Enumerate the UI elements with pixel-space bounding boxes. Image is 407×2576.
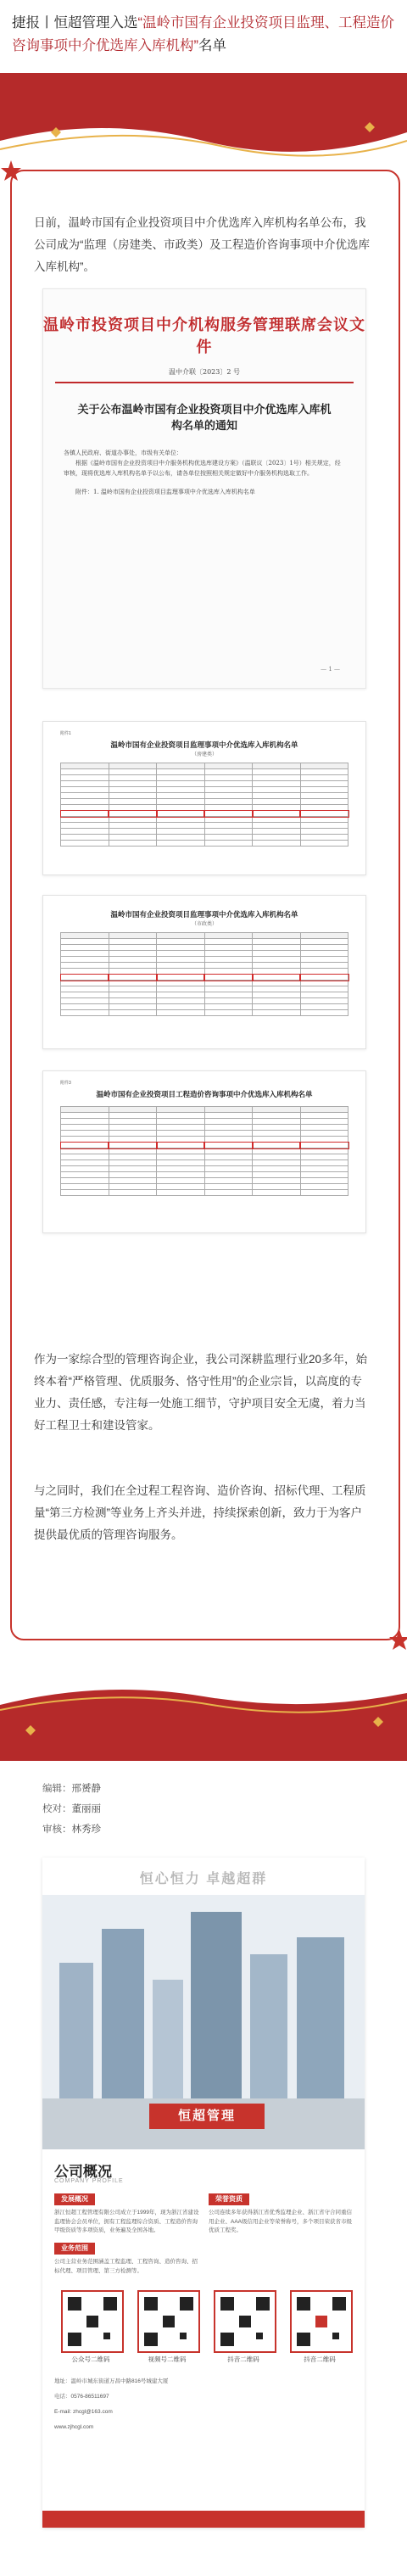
qr-code-icon (139, 2292, 198, 2351)
company-email: E-mail: zhcgl@163.com (54, 2409, 113, 2415)
title-suffix: 名单 (198, 38, 226, 53)
company-website[interactable]: www.zjhcgl.com (54, 2424, 94, 2430)
official-document (42, 288, 366, 689)
company-card (42, 1858, 365, 2528)
document-header: 温岭市投资项目中介机构服务管理联席会议文件 (43, 316, 365, 356)
document-title: 关于公布温岭市国有企业投资项目中介优选库入库机构名单的通知 (77, 404, 332, 433)
business-text: 公司主营业务范围涵盖工程监理、工程咨询、造价咨询、招标代理、项目管理、第三方检测等。 (54, 2259, 198, 2274)
profile-label: 发展概况 (54, 2193, 95, 2205)
sheet-caption: 温岭市国有企业投资项目工程造价咨询事项中介优选库入库机构名单 (96, 1091, 313, 1099)
sheet-caption: 温岭市国有企业投资项目监理事项中介优选库入库机构名单 (110, 741, 298, 750)
staff-label: 审核： (42, 1824, 72, 1835)
qr-caption: 抖音二维码 (304, 2355, 336, 2363)
staff-label: 校对： (42, 1804, 72, 1814)
staff-name: 董丽丽 (71, 1804, 101, 1814)
innovation-paragraph: 与之同时，我们在全过程工程咨询、造价咨询、招标代理、工程质量“第三方检测”等业务上齐头并进，持续探索创新，致力于为客户提供最优质的管理咨询服务。 (34, 1484, 366, 1541)
sheet-subcaption: （房建类） (191, 752, 217, 757)
section-subtitle: COMPANY PROFILE (54, 2178, 124, 2184)
qr-code-video-account[interactable] (137, 2290, 200, 2353)
business-paragraph: 作为一家综合型的管理咨询企业，我公司深耕监理行业20多年，始终本着“严格管理、优质服务、恪守性用”的企业宗旨，以高度的专业力、责任感，专注每一处施工细节，守护项目安全无虞，着力当好工程卫士和建设管家。 (34, 1353, 368, 1432)
qr-caption: 视频号二维码 (148, 2355, 187, 2363)
list-sheet-1 (42, 721, 366, 875)
staff-name: 林秀珍 (71, 1824, 101, 1835)
star-icon (0, 159, 22, 182)
banner-wave-graphic (0, 1662, 407, 1761)
list-sheet-3 (42, 1070, 366, 1233)
qr-code-official-account[interactable] (61, 2290, 124, 2353)
sheet-attachment-tag: 附件3 (60, 1081, 71, 1086)
document-page-number: — 1 — (321, 666, 340, 673)
qr-caption: 抖音二维码 (227, 2355, 259, 2363)
document-number: 温中介联〔2023〕2 号 (169, 368, 240, 376)
article-title (12, 12, 395, 58)
list-table (60, 1106, 348, 1196)
title-prefix: 捷报丨恒超管理入选 (12, 15, 138, 31)
section-title: 公司概况 (54, 2164, 112, 2180)
qr-code-douyin-2[interactable] (290, 2290, 353, 2353)
list-table (60, 932, 348, 1016)
intro-paragraph: 日前，温岭市国有企业投资项目中介优选库入库机构名单公布，我公司成为“监理（房建类、市政类）及工程造价咨询事项中介优选库入库机构”。 (34, 216, 370, 273)
list-table (60, 763, 348, 847)
brand-logo: 恒超管理 (149, 2104, 265, 2129)
footer-bar (42, 2511, 365, 2528)
document-greeting: 各镇人民政府、街道办事处，市级有关单位： (64, 450, 182, 456)
sheet-subcaption: （市政类） (191, 922, 217, 927)
sheet-caption: 温岭市国有企业投资项目监理事项中介优选库入库机构名单 (110, 911, 298, 919)
qr-code-icon (63, 2292, 122, 2351)
qr-code-icon (215, 2292, 275, 2351)
company-address: 地址：温岭市城东街道万昌中路816号城建大厦 (54, 2378, 169, 2384)
proofreader-line (42, 1802, 101, 1815)
editor-line (42, 1781, 101, 1795)
qr-caption: 公众号二维码 (71, 2355, 110, 2363)
top-banner (0, 73, 407, 175)
title-highlight: “温岭市国有企业投资项目监理、工程造价咨询事项中介优选库入库机构” (12, 15, 394, 53)
honor-label: 荣誉资质 (209, 2193, 249, 2205)
sheet-attachment-tag: 附件1 (60, 731, 71, 736)
qr-code-icon (292, 2292, 351, 2351)
company-phone: 电话：0576-86511697 (54, 2394, 109, 2400)
star-icon (388, 1629, 407, 1651)
qr-code-douyin[interactable] (214, 2290, 276, 2353)
reviewer-line (42, 1822, 101, 1836)
company-slogan: 恒心恒力 卓越超群 (139, 1872, 268, 1886)
honor-text: 公司连续多年获得浙江省优秀监理企业、浙江省守合同重信用企业、AAA级信用企业等荣誉称号，多个项目荣获省市级优质工程奖。 (209, 2210, 353, 2233)
staff-name: 邢赟静 (71, 1784, 101, 1794)
list-sheet-2 (42, 895, 366, 1049)
business-label: 业务范围 (54, 2243, 95, 2255)
document-attachment: 附件：1. 温岭市国有企业投资项目监理事项中介优选库入库机构名单 (75, 489, 255, 495)
middle-banner (0, 1662, 407, 1761)
profile-text: 浙江恒超工程管理有限公司成立于1999年，现为浙江省建设监理协会会员单位，拥有工程监理综合资质、工程造价咨询甲级资质等多项资质，业务遍及全国各地。 (54, 2210, 199, 2233)
banner-wave-graphic (0, 107, 407, 175)
document-body: 根据《温岭市国有企业投资项目中介服务机构优选库建设方案》（温联议〔2023〕1号）相关规定，经审核，现将优选库入库机构名单予以公布，请各单位按照相关规定做好中介服务机构选取工作。 (64, 460, 341, 477)
staff-label: 编辑： (42, 1784, 72, 1794)
document-redline (55, 382, 354, 383)
